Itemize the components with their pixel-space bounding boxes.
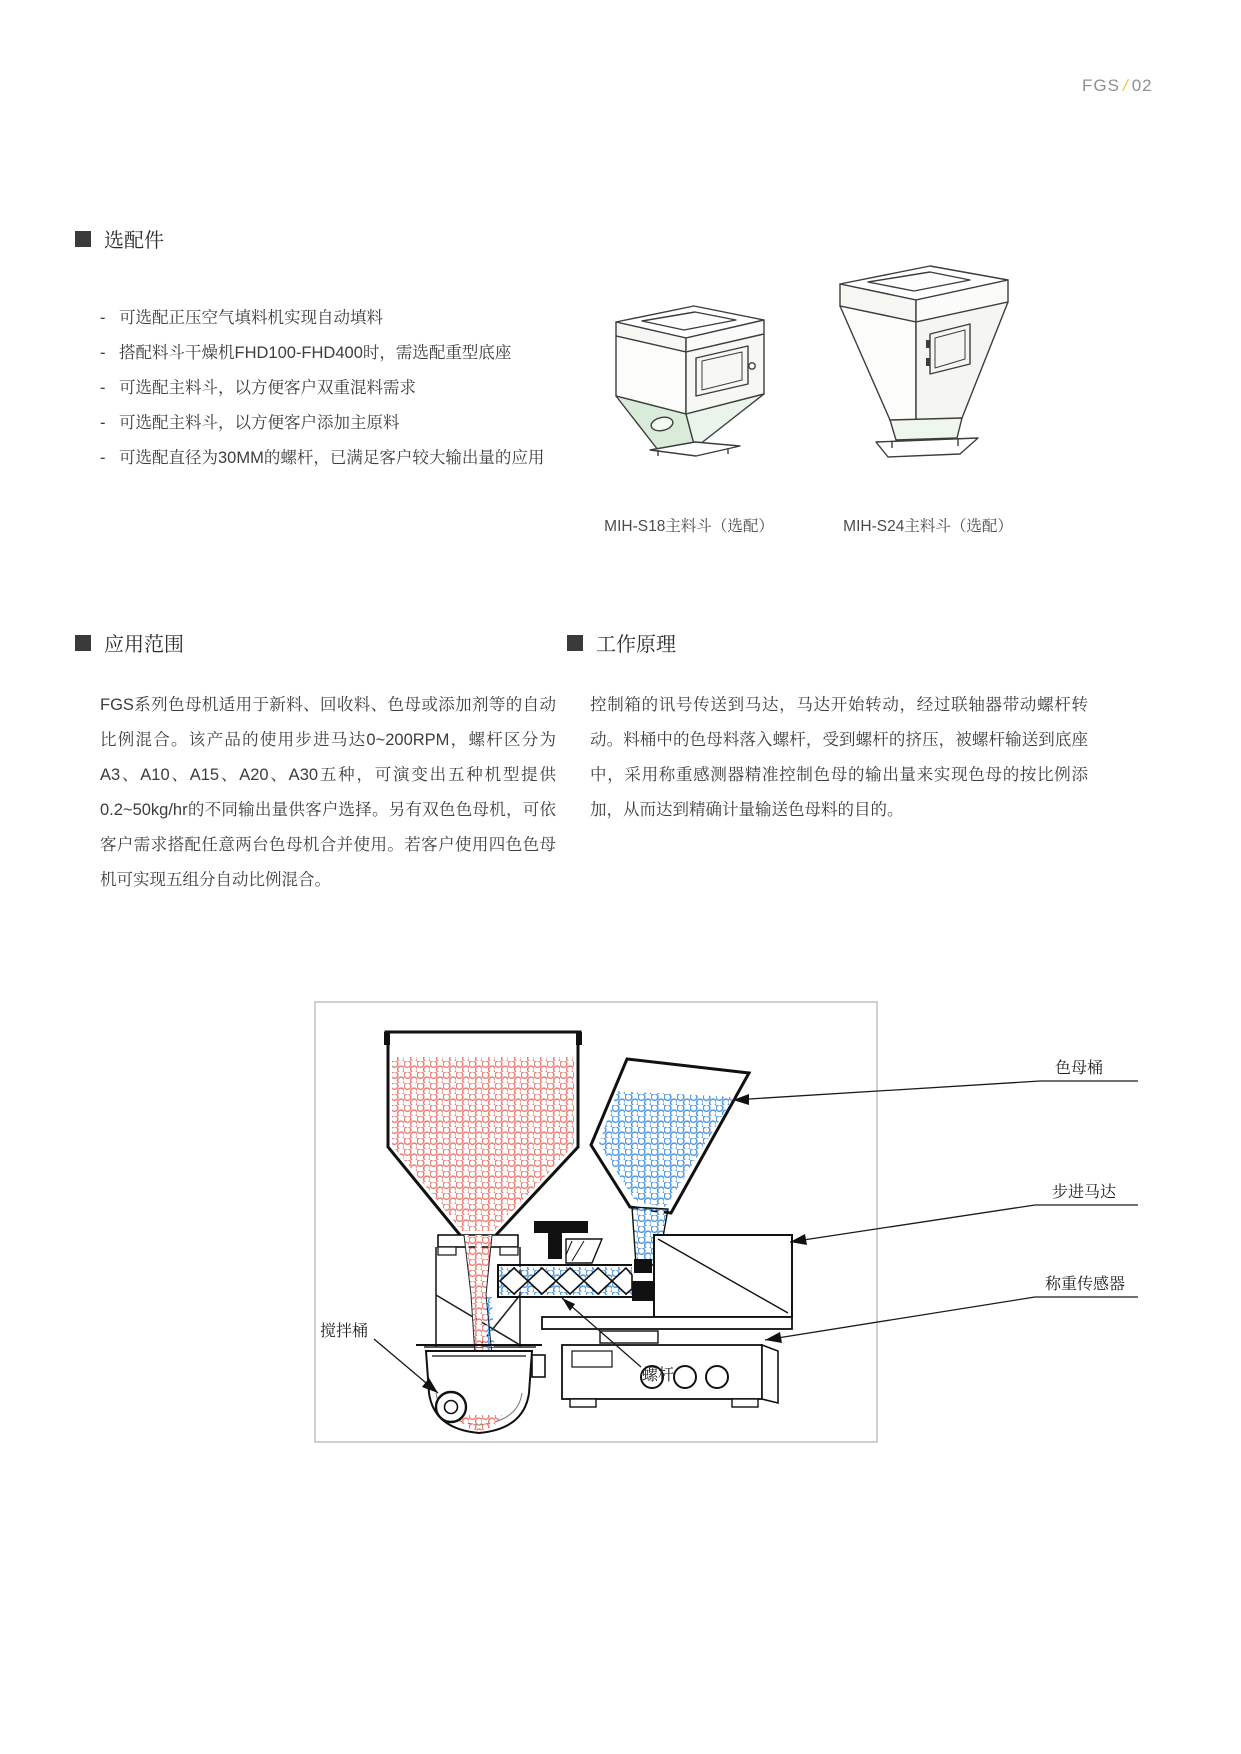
label-stepper-motor: 步进马达 <box>1052 1184 1117 1201</box>
page-header <box>1082 76 1153 96</box>
section-title-working-principle <box>567 628 676 657</box>
header-brand: FGS <box>1082 76 1120 95</box>
diagram-drawing <box>300 995 1145 1457</box>
gate-chute <box>534 1221 602 1263</box>
dash-marker <box>100 406 119 441</box>
optional-parts-list <box>100 301 558 476</box>
product-caption-mih-s24: MIH-S24主料斗（选配） <box>843 518 1013 535</box>
working-principle-paragraph: 控制箱的讯号传送到马达，马达开始转动，经过联轴器带动螺杆转动。料桶中的色母料落入螺杆，受到螺杆的挤压，被螺杆输送到底座中，采用称重感测器精准控制色母的输出量来实现色母的按比例添加，从而达到精确计量输送色母料的目的。 <box>590 696 1088 819</box>
list-item: - 搭配料斗干燥机FHD100-FHD400时，需选配重型底座 <box>100 336 558 371</box>
label-mixing-barrel: 搅拌桶 <box>320 1323 369 1340</box>
section-title-optional-parts <box>75 224 164 253</box>
product-image-mih-s18 <box>598 298 778 470</box>
dash-marker <box>100 336 119 371</box>
list-item: - 可选配主料斗，以方便客户添加主原料 <box>100 406 558 441</box>
screw-feeder <box>498 1259 662 1301</box>
stepper-motor-box <box>654 1235 792 1317</box>
section-marker <box>567 635 583 651</box>
label-masterbatch-hopper: 色母桶 <box>1055 1060 1104 1077</box>
product-image-mih-s24 <box>812 260 1032 468</box>
section-title-application <box>75 628 184 657</box>
working-principle-diagram <box>300 995 1145 1457</box>
label-screw: 螺杆 <box>642 1367 675 1384</box>
application-paragraph: FGS系列色母机适用于新料、回收料、色母或添加剂等的自动比例混合。该产品的使用步进马达0~200RPM，螺杆区分为A3、A10、A15、A20、A30五种，可演变出五种机型提供0.2~50kg/hr的不同输出量供客户选择。另有双色色母机，可依客户需求搭配任意两台色母机合并使用。若客户使用四色色母机可实现五组分自动比例混合。 <box>100 696 556 889</box>
list-item: - 可选配直径为30MM的螺杆，已满足客户较大输出量的应用 <box>100 441 558 476</box>
header-page-number: 02 <box>1131 76 1153 95</box>
section-title-text: 应用范围 <box>104 634 184 656</box>
section-title-text: 工作原理 <box>596 634 676 656</box>
list-item: - 可选配正压空气填料机实现自动填料 <box>100 301 558 336</box>
dash-marker <box>100 301 119 336</box>
label-load-cell: 称重传感器 <box>1045 1276 1126 1293</box>
list-item: - 可选配主料斗，以方便客户双重混料需求 <box>100 371 558 406</box>
product-caption-mih-s18: MIH-S18主料斗（选配） <box>604 518 774 535</box>
dash-marker <box>100 441 119 476</box>
header-separator: / <box>1122 76 1129 95</box>
section-marker <box>75 231 91 247</box>
dash-marker <box>100 371 119 406</box>
section-title-text: 选配件 <box>104 230 164 252</box>
section-marker <box>75 635 91 651</box>
